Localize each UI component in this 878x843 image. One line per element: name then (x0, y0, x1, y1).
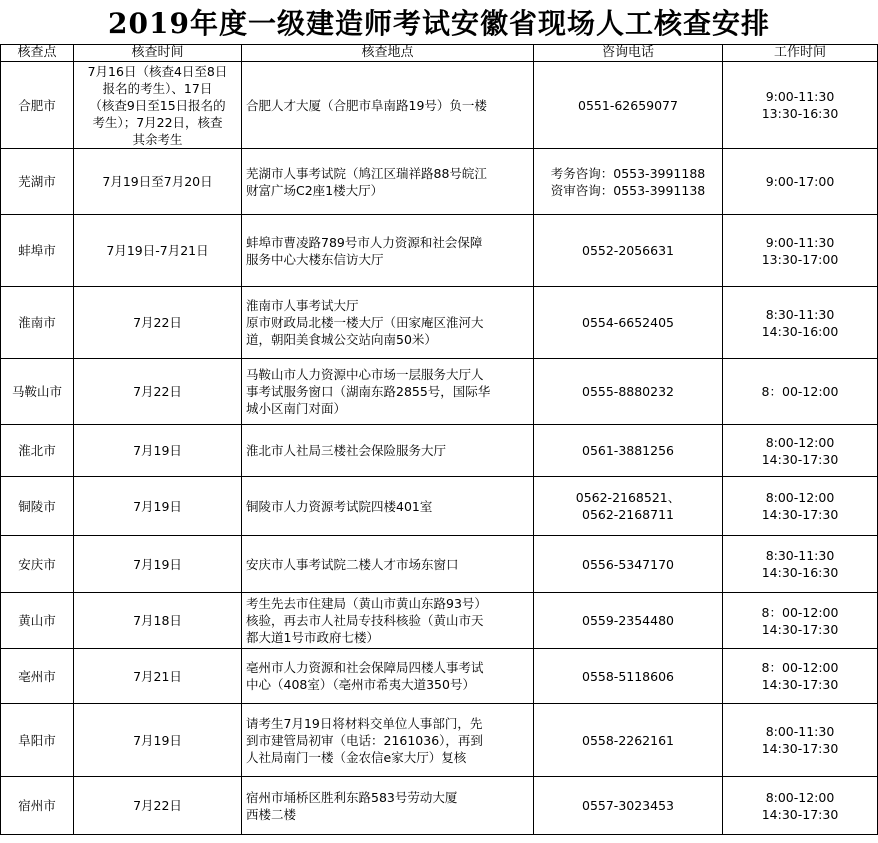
city-cell: 安庆市 (1, 536, 74, 593)
phone-cell (534, 425, 723, 477)
hours-cell-line: 8:00-12:00 (765, 789, 835, 805)
location-cell (242, 425, 534, 477)
phone-cell (534, 649, 723, 704)
hours-cell-line: 13:30-17:00 (761, 251, 839, 267)
location-cell-line: 城小区南门对面） (246, 401, 347, 416)
phone-cell-line: 0559-2354480 (582, 613, 674, 628)
date-cell-line: 7月21日 (133, 668, 182, 684)
date-cell (74, 477, 242, 536)
table-row (1, 593, 878, 649)
table-row (1, 649, 878, 704)
hours-cell-line: 14:30-16:00 (761, 323, 839, 339)
phone-cell-line: 0562-2168711 (582, 507, 674, 522)
hours-cell-line: 9:00-11:30 (765, 89, 835, 104)
table-row (1, 359, 878, 425)
date-cell-line: 报名的考生）、17日 (102, 80, 213, 96)
col-header-hours: 工作时间 (723, 45, 878, 62)
city-cell: 合肥市 (1, 62, 74, 149)
location-cell-line: 道，朝阳美食城公交站向南50米） (246, 332, 437, 347)
hours-cell (723, 425, 878, 477)
phone-cell-line: 0556-5347170 (582, 556, 674, 572)
table-row (1, 704, 878, 777)
city-cell: 淮南市 (1, 287, 74, 359)
phone-cell-line: 0552-2056631 (582, 243, 674, 258)
location-cell-line: 蚌埠市曹凌路789号市人力资源和社会保障 (246, 234, 483, 250)
location-cell (242, 287, 534, 359)
date-cell-line: 7月18日 (133, 613, 182, 628)
schedule-table (0, 44, 878, 835)
table-row (1, 477, 878, 536)
city-cell: 铜陵市 (1, 477, 74, 536)
location-cell-line: 宿州市埇桥区胜利东路583号劳动大厦 (246, 789, 458, 805)
location-cell-line: 安庆市人事考试院二楼人才市场东窗口 (246, 556, 459, 572)
header-row (1, 45, 878, 62)
location-cell-line: 服务中心大楼东信访大厅 (246, 251, 384, 267)
location-cell-line: 中心（408室）（亳州市希夷大道350号） (246, 677, 475, 692)
location-cell-line: 人社局南门一楼（金农信e家大厅）复核 (246, 749, 467, 765)
location-cell-line: 淮南市人事考试大厅 (246, 298, 359, 313)
location-cell-line: 到市建管局初审（电话：2161036），再到 (246, 732, 483, 748)
date-cell (74, 536, 242, 593)
city-cell: 马鞍山市 (1, 359, 74, 425)
date-cell-line: 7月19日 (133, 732, 182, 748)
hours-cell (723, 777, 878, 835)
table-row (1, 149, 878, 215)
date-cell (74, 649, 242, 704)
date-cell-line: 7月22日 (133, 798, 182, 813)
table-body (1, 62, 878, 835)
city-cell: 蚌埠市 (1, 215, 74, 287)
hours-cell (723, 649, 878, 704)
location-cell-line: 原市财政局北楼一楼大厅（田家庵区淮河大 (246, 315, 484, 330)
col-header-phone: 咨询电话 (534, 45, 723, 62)
date-cell (74, 359, 242, 425)
date-cell (74, 215, 242, 287)
location-cell-line: 合肥人才大厦（合肥市阜南路19号）负一楼 (246, 97, 487, 113)
date-cell (74, 704, 242, 777)
phone-cell (534, 704, 723, 777)
phone-cell-line: 0554-6652405 (582, 315, 674, 330)
date-cell-line: 7月16日（核查4日至8日 (87, 63, 228, 79)
hours-cell (723, 704, 878, 777)
hours-cell-line: 14:30-17:30 (761, 677, 839, 692)
phone-cell (534, 536, 723, 593)
date-cell (74, 777, 242, 835)
date-cell-line: 7月22日 (133, 384, 182, 399)
hours-cell-line: 9:00-11:30 (765, 234, 835, 250)
date-cell-line: 7月19日 (133, 443, 182, 458)
phone-cell (534, 287, 723, 359)
hours-cell-line: 9:00-17:00 (765, 174, 835, 189)
hours-cell (723, 215, 878, 287)
hours-cell-line: 8:30-11:30 (765, 548, 835, 563)
phone-cell-line: 0558-2262161 (582, 732, 674, 748)
location-cell (242, 593, 534, 649)
table-row (1, 287, 878, 359)
phone-cell-line: 0561-3881256 (582, 443, 674, 458)
hours-cell (723, 287, 878, 359)
col-header-location: 核查地点 (242, 45, 534, 62)
hours-cell-line: 14:30-17:30 (761, 621, 839, 637)
hours-cell-line: 8：00-12:00 (761, 660, 839, 675)
location-cell-line: 都大道1号市政府七楼） (246, 630, 379, 645)
phone-cell-line: 0555-8880232 (582, 384, 674, 399)
hours-cell (723, 593, 878, 649)
date-cell (74, 593, 242, 649)
city-cell: 芜湖市 (1, 149, 74, 215)
date-cell-line: 7月19日 (133, 498, 182, 514)
col-header-city: 核查点 (1, 45, 74, 62)
location-cell (242, 62, 534, 149)
table-row (1, 62, 878, 149)
location-cell-line: 芜湖市人事考试院（鸠江区瑞祥路88号皖江 (246, 165, 487, 181)
hours-cell-line: 13:30-16:30 (761, 106, 839, 121)
phone-cell (534, 149, 723, 215)
phone-cell-line: 资审咨询：0553-3991138 (550, 182, 706, 198)
location-cell (242, 359, 534, 425)
date-cell-line: 7月19日至7月20日 (102, 174, 213, 189)
hours-cell-line: 14:30-17:30 (761, 806, 839, 822)
location-cell-line: 考生先去市住建局（黄山市黄山东路93号） (246, 596, 487, 611)
location-cell-line: 请考生7月19日将材料交单位人事部门，先 (246, 715, 483, 731)
location-cell-line: 西楼二楼 (246, 806, 297, 822)
hours-cell-line: 8:00-12:00 (765, 434, 835, 450)
hours-cell-line: 14:30-16:30 (761, 565, 839, 580)
location-cell (242, 777, 534, 835)
phone-cell (534, 62, 723, 149)
date-cell-line: 考生）；7月22日，核查 (92, 114, 223, 130)
city-cell: 亳州市 (1, 649, 74, 704)
phone-cell (534, 593, 723, 649)
hours-cell-line: 14:30-17:30 (761, 451, 839, 467)
hours-cell (723, 536, 878, 593)
phone-cell (534, 215, 723, 287)
hours-cell-line: 8:30-11:30 (765, 306, 835, 322)
city-cell: 黄山市 (1, 593, 74, 649)
hours-cell-line: 8:00-12:00 (765, 490, 835, 505)
hours-cell (723, 359, 878, 425)
hours-cell-line: 8:00-11:30 (765, 724, 835, 739)
location-cell-line: 核验，再去市人社局专技科核验（黄山市天 (246, 613, 484, 628)
location-cell (242, 536, 534, 593)
date-cell (74, 62, 242, 149)
location-cell-line: 淮北市人社局三楼社会保险服务大厅 (246, 443, 447, 458)
phone-cell-line: 考务咨询：0553-3991188 (550, 165, 706, 181)
hours-cell-line: 8：00-12:00 (761, 604, 839, 620)
location-cell-line: 财富广场C2座1楼大厅） (246, 182, 384, 198)
date-cell (74, 287, 242, 359)
hours-cell-line: 14:30-17:30 (761, 741, 839, 756)
col-header-date: 核查时间 (74, 45, 242, 62)
city-cell: 淮北市 (1, 425, 74, 477)
location-cell (242, 215, 534, 287)
location-cell-line: 马鞍山市人力资源中心市场一层服务大厅人 (246, 367, 484, 382)
phone-cell-line: 0558-5118606 (582, 668, 674, 684)
hours-cell (723, 62, 878, 149)
city-cell: 宿州市 (1, 777, 74, 835)
table-row (1, 425, 878, 477)
table-row (1, 215, 878, 287)
date-cell-line: 7月22日 (133, 315, 182, 330)
location-cell (242, 477, 534, 536)
table-row (1, 536, 878, 593)
city-cell: 阜阳市 (1, 704, 74, 777)
hours-cell (723, 477, 878, 536)
location-cell-line: 事考试服务窗口（湖南东路2855号，国际华 (246, 384, 491, 399)
date-cell-line: （核查9日至15日报名的 (89, 97, 226, 113)
phone-cell (534, 359, 723, 425)
location-cell (242, 704, 534, 777)
phone-cell-line: 0551-62659077 (578, 97, 678, 113)
hours-cell-line: 8：00-12:00 (761, 384, 839, 399)
date-cell-line: 7月19日 (133, 556, 182, 572)
date-cell-line: 7月19日-7月21日 (106, 243, 209, 258)
phone-cell-line: 0557-3023453 (582, 798, 674, 813)
location-cell-line: 铜陵市人力资源考试院四楼401室 (246, 498, 433, 514)
hours-cell-line: 14:30-17:30 (761, 507, 839, 522)
date-cell (74, 149, 242, 215)
location-cell (242, 149, 534, 215)
hours-cell (723, 149, 878, 215)
phone-cell (534, 477, 723, 536)
date-cell (74, 425, 242, 477)
phone-cell (534, 777, 723, 835)
location-cell-line: 亳州市人力资源和社会保障局四楼人事考试 (246, 660, 484, 675)
location-cell (242, 649, 534, 704)
phone-cell-line: 0562-2168521、 (575, 490, 681, 505)
page-title: 2019年度一级建造师考试安徽省现场人工核查安排 (108, 7, 770, 40)
date-cell-line: 其余考生 (132, 131, 183, 147)
table-row (1, 777, 878, 835)
